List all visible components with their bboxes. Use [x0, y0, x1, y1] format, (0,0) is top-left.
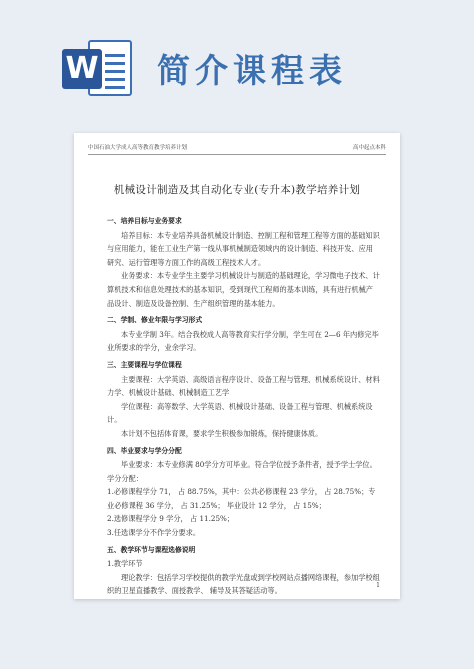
paragraph: 本计划不包括体育课，要求学生积极参加锻炼，保持健康体质。 — [121, 428, 323, 438]
document-body — [107, 215, 380, 598]
list-line: 3.任选课学分不作学分要求。 — [107, 528, 201, 538]
paragraph: 主要课程：大学英语、高级语言程序设计、设备工程与管理、机械系统设计、材料力学、机械设计基础、机械制造工艺学 — [107, 374, 380, 398]
paragraph: 毕业要求：本专业修满 80学分方可毕业。符合学位授予条件者，授予学士学位。 — [121, 460, 377, 470]
list-line: 学分分配： — [107, 473, 143, 483]
word-document-icon — [62, 40, 132, 110]
banner-title: 简介课程表 — [157, 51, 347, 90]
paragraph: 学位课程：高等数学、大学英语、机械设计基础、设备工程与管理、机械系统设计。 — [107, 401, 373, 425]
list-line: 2.选修课程学分 9 学分， 占 11.25%； — [107, 514, 235, 524]
paragraph: 理论教学：包括学习学校提供的教学光盘或到学校网站点播网络课程，参加学校组织的卫星直播教学、面授教学、 辅导及其答疑活动等。 — [107, 572, 380, 596]
document-page — [74, 133, 400, 599]
paragraph: 本专业学制 3年。结合我校成人高等教育实行学分制，学生可在 2—6 年内修完毕业所要求的学分，业余学习。 — [107, 329, 379, 353]
section-heading: 三、主要课程与学位课程 — [107, 360, 182, 369]
list-line: 1.必修课程学分 71， 占 88.75%，其中：公共必修课程 23 学分， 占 28.75%；专业必修课程 36 学分， 占 31.25%； 毕业设计 12 学分， 占 15%； — [107, 487, 376, 510]
list-line: 1.教学环节 — [107, 559, 143, 569]
section-heading: 五、教学环节与课程选修说明 — [107, 545, 196, 554]
banner — [0, 0, 474, 120]
section-heading: 二、学制、修业年限与学习形式 — [107, 316, 203, 325]
page-header — [88, 142, 386, 155]
header-left: 中国石油大学成人高等教育教学培养计划 — [88, 145, 188, 151]
header-right: 高中起点本科 — [352, 145, 386, 151]
paragraph: 业务要求：本专业学生主要学习机械设计与制造的基础理论，学习微电子技术、计算机技术和信息处理技术的基本知识，受到现代工程师的基本训练，具有进行机械产品设计、制造及设备控制、生产组织管理的基本能力。 — [107, 271, 380, 308]
paragraph: 培养目标：本专业培养具备机械设计制造、控制工程和管理工程等方面的基础知识与应用能力，能在工业生产第一线从事机械制造领域内的设计制造、科技开发、应用研究、运行管理等方面工作的高级工程技术人才。 — [107, 230, 380, 267]
word-logo-badge: W — [62, 49, 102, 89]
section-heading: 一、培养目标与业务要求 — [107, 217, 182, 225]
document-title: 机械设计制造及其自动化专业(专升本)教学培养计划 — [113, 184, 361, 196]
section-heading: 四、毕业要求与学分分配 — [107, 446, 182, 455]
page-number: 1 — [376, 582, 380, 589]
